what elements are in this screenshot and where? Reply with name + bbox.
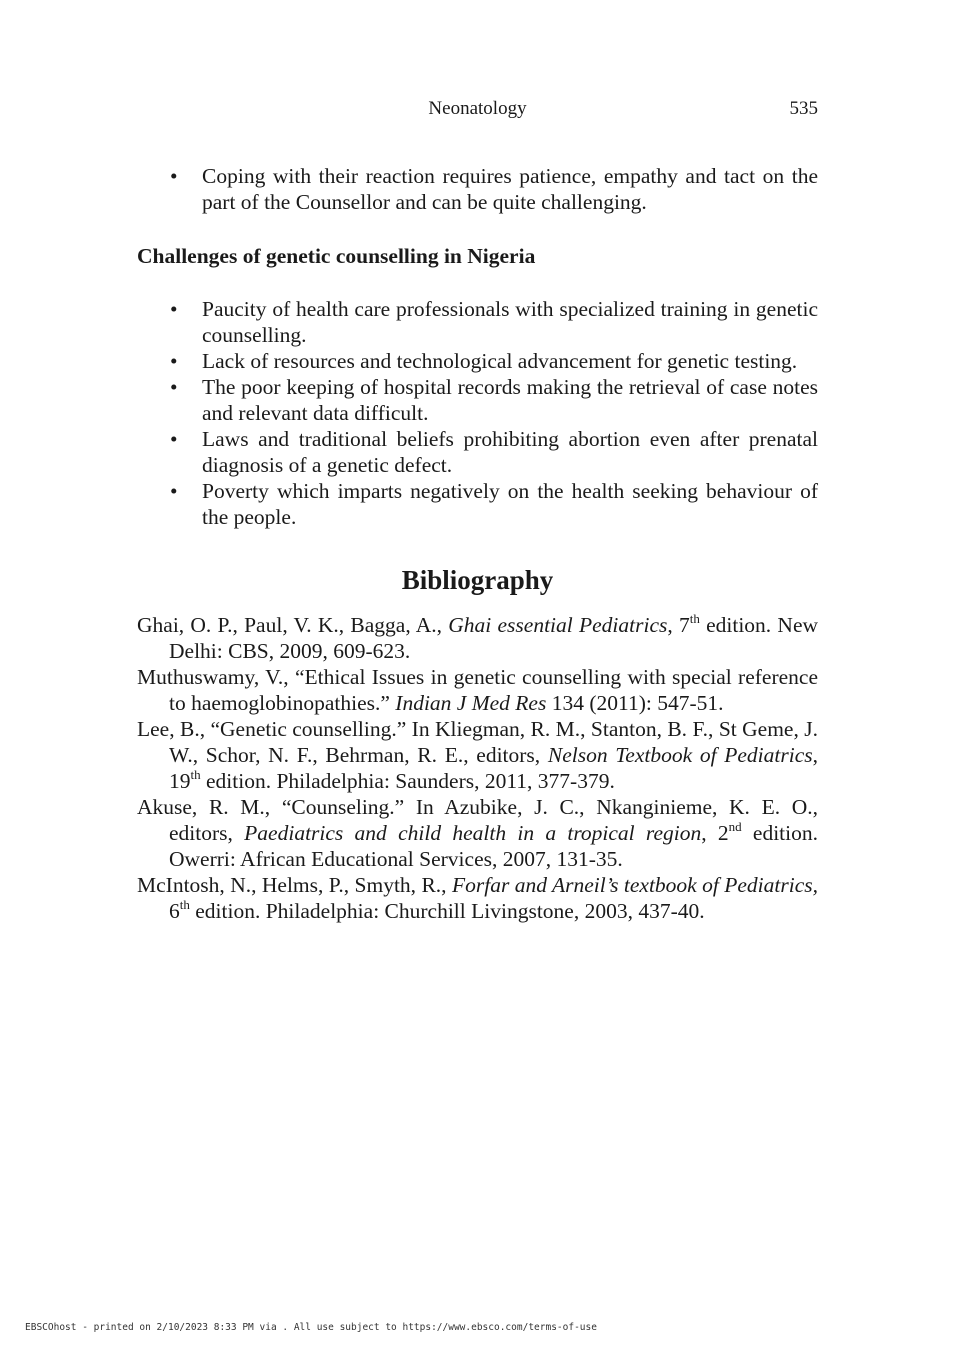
list-item: • Lack of resources and technological advancement for genetic testing. [137, 348, 818, 374]
reference-entry [137, 716, 818, 794]
ref-publication: edition. New Delhi: CBS, 2009, 609-623. [169, 613, 819, 663]
ref-detail: , 19 [169, 743, 818, 793]
ref-ordinal-suffix: th [190, 767, 201, 782]
ref-ordinal-suffix: th [689, 611, 700, 626]
ref-publication: edition. Philadelphia: Saunders, 2011, 377-379. [200, 769, 615, 793]
running-head [137, 98, 818, 122]
reference-entry [137, 664, 818, 716]
ref-authors: Akuse, R. M., “Counseling.” In Azubike, J. C., Nkanginieme, K. E. O., editors, [137, 795, 818, 845]
ref-authors: McIntosh, N., Helms, P., Smyth, R., [137, 873, 452, 897]
reference-entry [137, 872, 818, 924]
challenges-bullet-list [137, 296, 818, 530]
bibliography-list [137, 612, 818, 924]
list-item: • Poverty which imparts negatively on the health seeking behaviour of the people. [137, 478, 818, 530]
ref-detail: , 2 [701, 821, 729, 845]
list-item: • The poor keeping of hospital records making the retrieval of case notes and relevant data difficult. [137, 374, 818, 426]
ref-authors: Ghai, O. P., Paul, V. K., Bagga, A., [137, 613, 449, 637]
page-body [137, 163, 818, 924]
ref-publication: edition. Owerri: African Educational Services, 2007, 131-35. [169, 821, 818, 871]
ref-work-title: Nelson Textbook of Pediatrics [547, 743, 813, 767]
list-item: • Paucity of health care professionals with specialized training in genetic counselling. [137, 296, 818, 348]
list-item: • Laws and traditional beliefs prohibiting abortion even after prenatal diagnosis of a genetic defect. [137, 426, 818, 478]
running-head-title: Neonatology [428, 98, 527, 119]
ref-detail: , 7 [667, 613, 690, 637]
ref-detail: 134 (2011): 547-51. [546, 691, 724, 715]
ref-authors: Muthuswamy, V., “Ethical Issues in genetic counselling with special reference to haemoglobinopathies.” [137, 665, 818, 715]
ref-ordinal-suffix: nd [728, 819, 742, 834]
list-item: • Coping with their reaction requires patience, empathy and tact on the part of the Counsellor and can be quite challenging. [137, 163, 818, 215]
section-heading: Challenges of genetic counselling in Nigeria [137, 244, 536, 268]
ref-publication: edition. Philadelphia: Churchill Livingstone, 2003, 437-40. [189, 899, 705, 923]
page-number: 535 [789, 98, 818, 119]
reference-entry [137, 612, 818, 664]
print-footer: EBSCOhost - printed on 2/10/2023 8:33 PM via . All use subject to https://www.ebsco.com/terms-of-use [25, 1322, 597, 1333]
reference-entry [137, 794, 818, 872]
ref-work-title: Indian J Med Res [395, 691, 547, 715]
ref-ordinal-suffix: th [179, 897, 190, 912]
ref-detail: 6 [169, 899, 180, 923]
bibliography-title: Bibliography [401, 565, 554, 595]
ref-work-title: Forfar and Arneil’s textbook of Pediatrics, [451, 873, 818, 897]
intro-bullet-list [137, 163, 818, 215]
ref-work-title: Ghai essential Pediatrics [448, 613, 668, 637]
ref-work-title: Paediatrics and child health in a tropical region [244, 821, 702, 845]
ref-authors: Lee, B., “Genetic counselling.” In Kliegman, R. M., Stanton, B. F., St Geme, J. W., Schor, N. F., Behrman, R. E., editors, [137, 717, 818, 767]
